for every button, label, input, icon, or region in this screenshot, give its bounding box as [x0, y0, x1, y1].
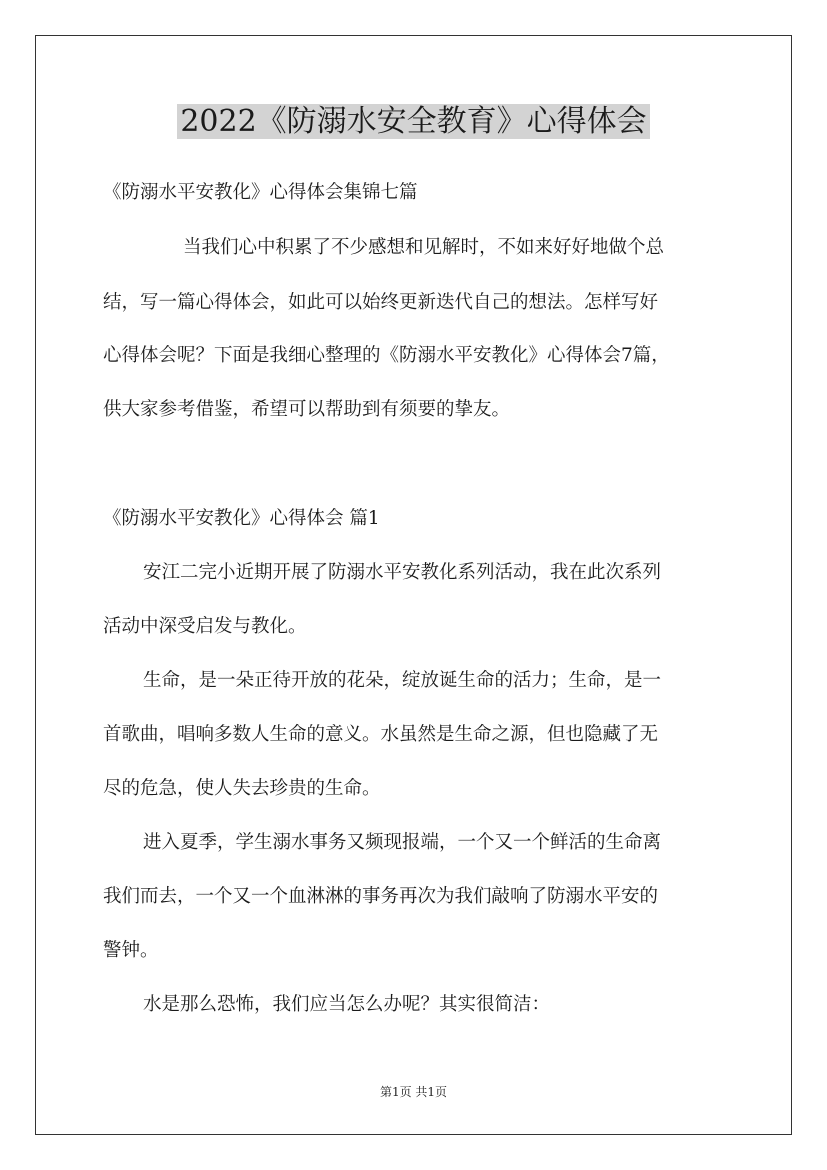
- body-line: 进入夏季，学生溺水事务又频现报端，一个又一个鲜活的生命离: [143, 832, 662, 853]
- intro-line: 供大家参考借鉴，希望可以帮助到有须要的挚友。: [103, 399, 511, 420]
- body-line: 安江二完小近期开展了防溺水平安教化系列活动，我在此次系列: [143, 562, 662, 583]
- body-line: 水是那么恐怖，我们应当怎么办呢？其实很简洁：: [143, 994, 551, 1015]
- body-line: 生命，是一朵正待开放的花朵，绽放诞生命的活力；生命，是一: [143, 670, 662, 691]
- document-subtitle: 《防溺水平安教化》心得体会集锦七篇: [103, 182, 418, 203]
- document-title: [0, 100, 827, 144]
- intro-line: 当我们心中积累了不少感想和见解时，不如来好好地做个总: [183, 237, 665, 258]
- intro-line: 结，写一篇心得体会，如此可以始终更新迭代自己的想法。怎样写好: [103, 292, 659, 313]
- body-line: 活动中深受启发与教化。: [103, 616, 307, 637]
- section-heading: 《防溺水平安教化》心得体会 篇1: [103, 508, 380, 529]
- intro-line: 心得体会呢？下面是我细心整理的《防溺水平安教化》心得体会7篇，: [103, 345, 670, 366]
- body-line: 警钟。: [103, 940, 159, 961]
- document-title-text: 2022《防溺水安全教育》心得体会: [177, 104, 649, 139]
- body-line: 尽的危急，使人失去珍贵的生命。: [103, 778, 381, 799]
- body-line: 我们而去，一个又一个血淋淋的事务再次为我们敲响了防溺水平安的: [103, 886, 659, 907]
- page-footer: 第1页 共1页: [379, 1085, 448, 1099]
- body-line: 首歌曲，唱响多数人生命的意义。水虽然是生命之源，但也隐藏了无: [103, 724, 659, 745]
